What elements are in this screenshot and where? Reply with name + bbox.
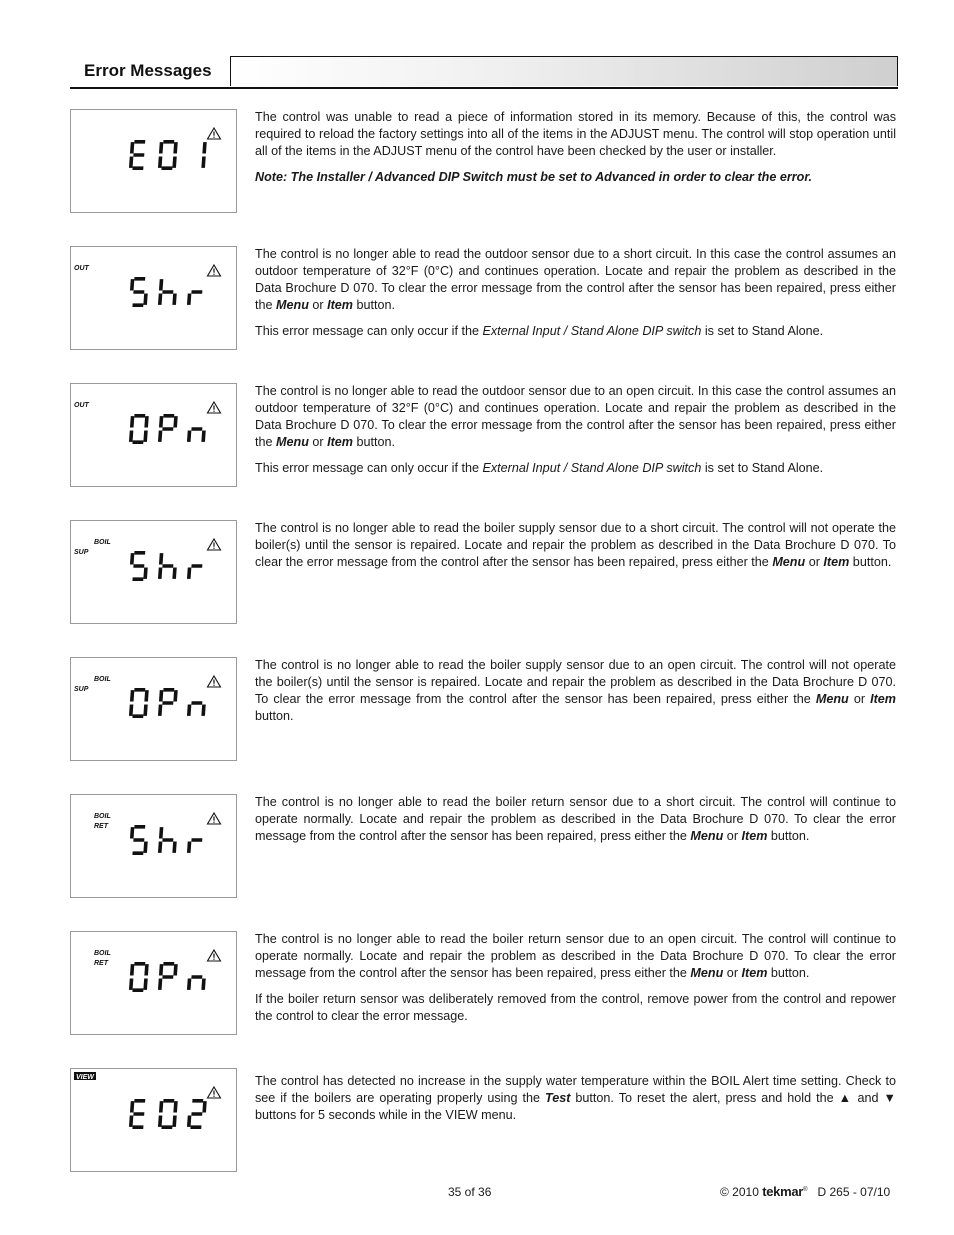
lcd-display <box>70 246 237 350</box>
lcd-segment <box>143 430 147 441</box>
lcd-segment <box>187 704 191 715</box>
warning-icon-dot <box>213 137 214 138</box>
lcd-segment <box>159 690 163 701</box>
removal-paragraph: If the boiler return sensor was deliberately removed from the control, remove power from the control and repower the control to clear the error message. <box>255 992 896 1023</box>
lcd-segment <box>162 564 173 568</box>
item-button-ref: Item <box>327 435 354 449</box>
lcd-segment <box>162 290 173 294</box>
condition-paragraph <box>255 323 896 340</box>
error-description <box>255 383 896 486</box>
warning-icon-dot <box>213 1096 214 1097</box>
lcd-segment <box>163 1099 174 1103</box>
condition-paragraph <box>255 460 896 477</box>
lcd-char <box>201 142 206 168</box>
lcd-screen <box>71 795 238 899</box>
description-paragraph <box>255 1073 896 1124</box>
lcd-segment <box>201 704 205 715</box>
text-run: The control is no longer able to read the outdoor sensor due to an open circuit. In this case the control assumes an outdoor temperature of 32°F (0°C) and continues operation. Locate and repair the problem as described in the Data Brochure D 070. To clear the error message from the control after the sensor has been repaired, press either the <box>255 384 896 449</box>
lcd-segment <box>132 851 143 855</box>
lcd-segment <box>143 978 147 989</box>
description-paragraph <box>255 246 896 314</box>
lcd-char <box>187 1099 207 1129</box>
lcd-segment <box>134 1099 145 1103</box>
lcd-display <box>70 109 237 213</box>
lcd-char <box>187 564 202 579</box>
item-button-ref: Item <box>870 692 896 706</box>
item-button-ref: Item <box>741 829 768 843</box>
text-run: The control is no longer able to read the boiler return sensor due to a short circuit. The control will continue to operate normally. Locate and repair the problem as described in the Data Brochure D 070. To clear the error message from the control after the sensor has been repaired, press either the <box>255 795 896 843</box>
text-run: The control is no longer able to read the outdoor sensor due to a short circuit. In this case the control assumes an outdoor temperature of 32°F (0°C) and continues operation. Locate and repair the problem as described in the Data Brochure D 070. To clear the error message from the control after the sensor has been repaired, press either the <box>255 247 896 312</box>
warning-icon-bar <box>213 1091 214 1095</box>
text-run: This error message can only occur if the <box>255 324 483 338</box>
lcd-segment <box>159 1101 163 1112</box>
text-run: is set to Stand Alone. <box>701 324 824 338</box>
lcd-segment <box>191 290 202 294</box>
lcd-segment <box>158 978 162 989</box>
lcd-segment <box>134 688 145 692</box>
lcd-segment <box>134 277 145 281</box>
lcd-segment <box>173 690 177 701</box>
dip-switch-ref: External Input / Stand Alone DIP switch <box>482 461 702 475</box>
lcd-segment <box>133 564 144 568</box>
menu-button-ref: Menu <box>690 829 724 843</box>
lcd-screen <box>71 1069 238 1173</box>
lcd-char <box>129 551 149 581</box>
lcd-segment <box>202 142 206 153</box>
text-run: or <box>805 555 824 569</box>
lcd-screen <box>71 384 238 488</box>
lcd-segment <box>158 704 162 715</box>
lcd-screen <box>71 110 238 214</box>
lcd-segment <box>134 962 145 966</box>
lcd-segment <box>159 142 163 153</box>
lcd-char <box>187 701 206 716</box>
lcd-segment <box>191 427 202 431</box>
lcd-segment <box>158 156 162 167</box>
error-description <box>255 931 896 1034</box>
lcd-segment <box>143 293 147 304</box>
lcd-segment <box>158 293 162 304</box>
lcd-segment <box>187 841 191 852</box>
text-run: button. <box>849 555 892 569</box>
lcd-segment <box>144 416 148 427</box>
menu-button-ref: Menu <box>815 692 849 706</box>
text-run: or <box>723 966 742 980</box>
lcd-segment <box>132 166 143 170</box>
lcd-char <box>158 279 178 305</box>
description-paragraph <box>255 794 896 845</box>
lcd-segment <box>201 156 205 167</box>
lcd-segment <box>130 553 134 564</box>
error-description <box>255 1073 896 1133</box>
lcd-char <box>187 838 202 853</box>
lcd-char <box>158 827 178 853</box>
lcd-segment <box>129 704 133 715</box>
lcd-display <box>70 794 237 898</box>
lcd-segment <box>187 430 191 441</box>
lcd-segment <box>163 688 174 692</box>
footer-copyright <box>720 1184 890 1199</box>
text-run: button. <box>767 829 810 843</box>
warning-icon-dot <box>213 274 214 275</box>
lcd-segment <box>132 714 143 718</box>
text-run: The control has detected no increase in the supply water temperature within the BOIL Alert time setting. Check to see if the boilers are operating properly using the <box>255 1074 896 1105</box>
lcd-screen <box>71 521 238 625</box>
description-paragraph <box>255 657 896 725</box>
lcd-segment <box>133 1112 144 1116</box>
description-paragraph <box>255 931 896 982</box>
description-paragraph: The control was unable to read a piece of information stored in its memory. Because of this, the control was required to reload the factory settings into all of the items in the ADJUST menu. The control will stop operation until all of the items in the ADJUST menu of the control have been checked by the user or installer. <box>255 110 896 158</box>
lcd-segment <box>187 567 191 578</box>
lcd-segment <box>191 1112 202 1116</box>
lcd-segment <box>158 567 162 578</box>
lcd-segment <box>130 827 134 838</box>
lcd-segment <box>173 416 177 427</box>
lcd-screen <box>71 932 238 1036</box>
lcd-tag-out: OUT <box>74 402 89 409</box>
lcd-segment <box>159 827 163 838</box>
lcd-segment <box>144 690 148 701</box>
page-title: Error Messages <box>84 61 212 80</box>
warning-icon-dot <box>213 685 214 686</box>
item-button-ref: Item <box>327 298 354 312</box>
item-button-ref: Item <box>823 555 850 569</box>
lcd-char <box>187 975 206 990</box>
text-run: The control is no longer able to read the boiler supply sensor due to an open circuit. The control will not operate the boiler(s) until the sensor is repaired. Locate and repair the problem as described in the Data Brochure D 070. To clear the error message from the control after the sensor has been repaired, press either the <box>255 658 896 706</box>
document-number: D 265 - 07/10 <box>817 1185 891 1199</box>
warning-icon-dot <box>213 548 214 549</box>
lcd-segment <box>172 841 176 852</box>
lcd-segment <box>190 1125 201 1129</box>
menu-button-ref: Menu <box>276 435 309 449</box>
lcd-tag-boil: BOIL <box>94 813 111 820</box>
warning-icon-dot <box>213 411 214 412</box>
error-description <box>255 657 896 734</box>
text-run: button. <box>767 966 810 980</box>
lcd-segment <box>129 978 133 989</box>
lcd-segment <box>191 564 202 568</box>
error-description <box>255 520 896 580</box>
warning-icon-bar <box>213 269 214 273</box>
lcd-segment <box>130 1101 134 1112</box>
copyright-text: © 2010 <box>720 1185 759 1199</box>
lcd-segment <box>191 838 202 842</box>
lcd-tag-boil: BOIL <box>94 950 111 957</box>
lcd-char <box>158 414 178 442</box>
lcd-segment <box>172 567 176 578</box>
warning-icon-bar <box>213 680 214 684</box>
lcd-segment <box>163 140 174 144</box>
lcd-segment <box>159 279 163 290</box>
lcd-segment <box>161 1125 172 1129</box>
lcd-segment <box>162 701 173 705</box>
text-run: or <box>308 435 328 449</box>
lcd-segment <box>133 153 144 157</box>
lcd-segment <box>172 1115 176 1126</box>
lcd-char <box>158 962 178 990</box>
text-run: button. <box>353 435 396 449</box>
test-button-ref: Test <box>544 1091 571 1105</box>
lcd-tag-ret: RET <box>94 960 108 967</box>
lcd-display <box>70 1068 237 1172</box>
text-run: The control is no longer able to read the boiler supply sensor due to a short circuit. The control will not operate the boiler(s) until the sensor is repaired. Locate and repair the problem as described in the Data Brochure D 070. To clear the error message from the control after the sensor has been repaired, press either the <box>255 521 896 569</box>
warning-icon-dot <box>213 822 214 823</box>
lcd-segment <box>133 838 144 842</box>
warning-icon-bar <box>213 817 214 821</box>
text-run: This error message can only occur if the <box>255 461 483 475</box>
lcd-segment <box>161 166 172 170</box>
error-description <box>255 794 896 854</box>
description-paragraph <box>255 520 896 571</box>
brand-logo: tekmar <box>762 1184 804 1199</box>
lcd-segment <box>134 825 145 829</box>
lcd-segment <box>173 1101 177 1112</box>
lcd-screen <box>71 247 238 351</box>
description-paragraph <box>255 383 896 451</box>
lcd-segment <box>130 964 134 975</box>
lcd-char <box>158 140 178 170</box>
warning-icon-bar <box>213 406 214 410</box>
lcd-segment <box>158 1115 162 1126</box>
lcd-tag-boil: BOIL <box>94 676 111 683</box>
lcd-char <box>129 962 149 992</box>
lcd-segment <box>132 1125 143 1129</box>
lcd-segment <box>192 1099 203 1103</box>
lcd-segment <box>143 567 147 578</box>
text-run: is set to Stand Alone. <box>701 461 824 475</box>
menu-button-ref: Menu <box>276 298 309 312</box>
dip-switch-ref: External Input / Stand Alone DIP switch <box>482 324 702 338</box>
lcd-segment <box>130 416 134 427</box>
lcd-segment <box>158 430 162 441</box>
lcd-char <box>158 688 178 716</box>
lcd-segment <box>144 964 148 975</box>
text-run: or <box>308 298 328 312</box>
warning-icon-bar <box>213 543 214 547</box>
lcd-char <box>129 414 149 444</box>
lcd-char <box>187 427 206 442</box>
lcd-segment <box>191 701 202 705</box>
lcd-segment <box>158 841 162 852</box>
lcd-segment <box>187 978 191 989</box>
lcd-segment <box>173 964 177 975</box>
lcd-char <box>158 553 178 579</box>
warning-icon-bar <box>213 132 214 136</box>
lcd-char <box>158 1099 178 1129</box>
error-description <box>255 109 896 195</box>
lcd-tag-out: OUT <box>74 265 89 272</box>
lcd-char <box>129 140 145 170</box>
text-run: button. <box>255 709 294 723</box>
lcd-segment <box>129 430 133 441</box>
lcd-segment <box>173 142 177 153</box>
lcd-char <box>129 825 149 855</box>
error-description <box>255 246 896 349</box>
lcd-char <box>129 688 149 718</box>
text-run: The control is no longer able to read the boiler return sensor due to an open circuit. The control will continue to operate normally. Locate and repair the problem as described in the Data Brochure D 070. To clear the error message from the control after the sensor has been repaired, press either the <box>255 932 896 980</box>
lcd-segment <box>172 156 176 167</box>
item-button-ref: Item <box>741 966 768 980</box>
lcd-tag-ret: RET <box>94 823 108 830</box>
lcd-segment <box>191 975 202 979</box>
lcd-display <box>70 520 237 624</box>
lcd-segment <box>159 964 163 975</box>
lcd-segment <box>162 427 173 431</box>
lcd-display <box>70 657 237 761</box>
lcd-segment <box>129 156 133 167</box>
lcd-segment <box>132 988 143 992</box>
lcd-screen <box>71 658 238 762</box>
lcd-segment <box>201 430 205 441</box>
lcd-segment <box>143 841 147 852</box>
lcd-segment <box>132 303 143 307</box>
text-run: or <box>848 692 871 706</box>
lcd-segment <box>130 690 134 701</box>
lcd-segment <box>201 978 205 989</box>
lcd-char <box>187 290 202 305</box>
lcd-segment <box>133 290 144 294</box>
lcd-segment <box>187 1115 191 1126</box>
lcd-segment <box>132 577 143 581</box>
lcd-char <box>129 1099 145 1129</box>
lcd-segment <box>159 553 163 564</box>
registered-mark: ® <box>803 1187 808 1193</box>
lcd-segment <box>132 440 143 444</box>
lcd-segment <box>159 416 163 427</box>
lcd-segment <box>134 140 145 144</box>
lcd-segment <box>202 1101 206 1112</box>
lcd-segment <box>143 704 147 715</box>
lcd-display <box>70 383 237 487</box>
warning-icon-bar <box>213 954 214 958</box>
lcd-segment <box>163 962 174 966</box>
lcd-segment <box>134 551 145 555</box>
text-run: button. <box>353 298 396 312</box>
menu-button-ref: Menu <box>690 966 724 980</box>
lcd-segment <box>162 838 173 842</box>
lcd-segment <box>130 142 134 153</box>
text-run: button. To reset the alert, press and hold the ▲ and ▼ buttons for 5 seconds while in the VIEW menu. <box>255 1091 896 1122</box>
page-number: 35 of 36 <box>448 1185 492 1199</box>
header-gradient-bar <box>230 56 898 86</box>
lcd-tag-view: VIEW <box>76 1074 94 1081</box>
lcd-segment <box>162 975 173 979</box>
lcd-segment <box>130 279 134 290</box>
lcd-segment <box>129 1115 133 1126</box>
lcd-char <box>129 277 149 307</box>
lcd-segment <box>172 293 176 304</box>
lcd-segment <box>134 414 145 418</box>
text-run: or <box>723 829 742 843</box>
section-header <box>70 56 898 87</box>
lcd-tag-sup: SUP <box>74 549 89 556</box>
lcd-tag-sup: SUP <box>74 686 89 693</box>
lcd-segment <box>187 293 191 304</box>
lcd-display <box>70 931 237 1035</box>
warning-icon-dot <box>213 959 214 960</box>
lcd-tag-boil: BOIL <box>94 539 111 546</box>
note-paragraph: Note: The Installer / Advanced DIP Switch must be set to Advanced in order to clear the error. <box>255 170 813 184</box>
menu-button-ref: Menu <box>772 555 806 569</box>
lcd-segment <box>163 414 174 418</box>
